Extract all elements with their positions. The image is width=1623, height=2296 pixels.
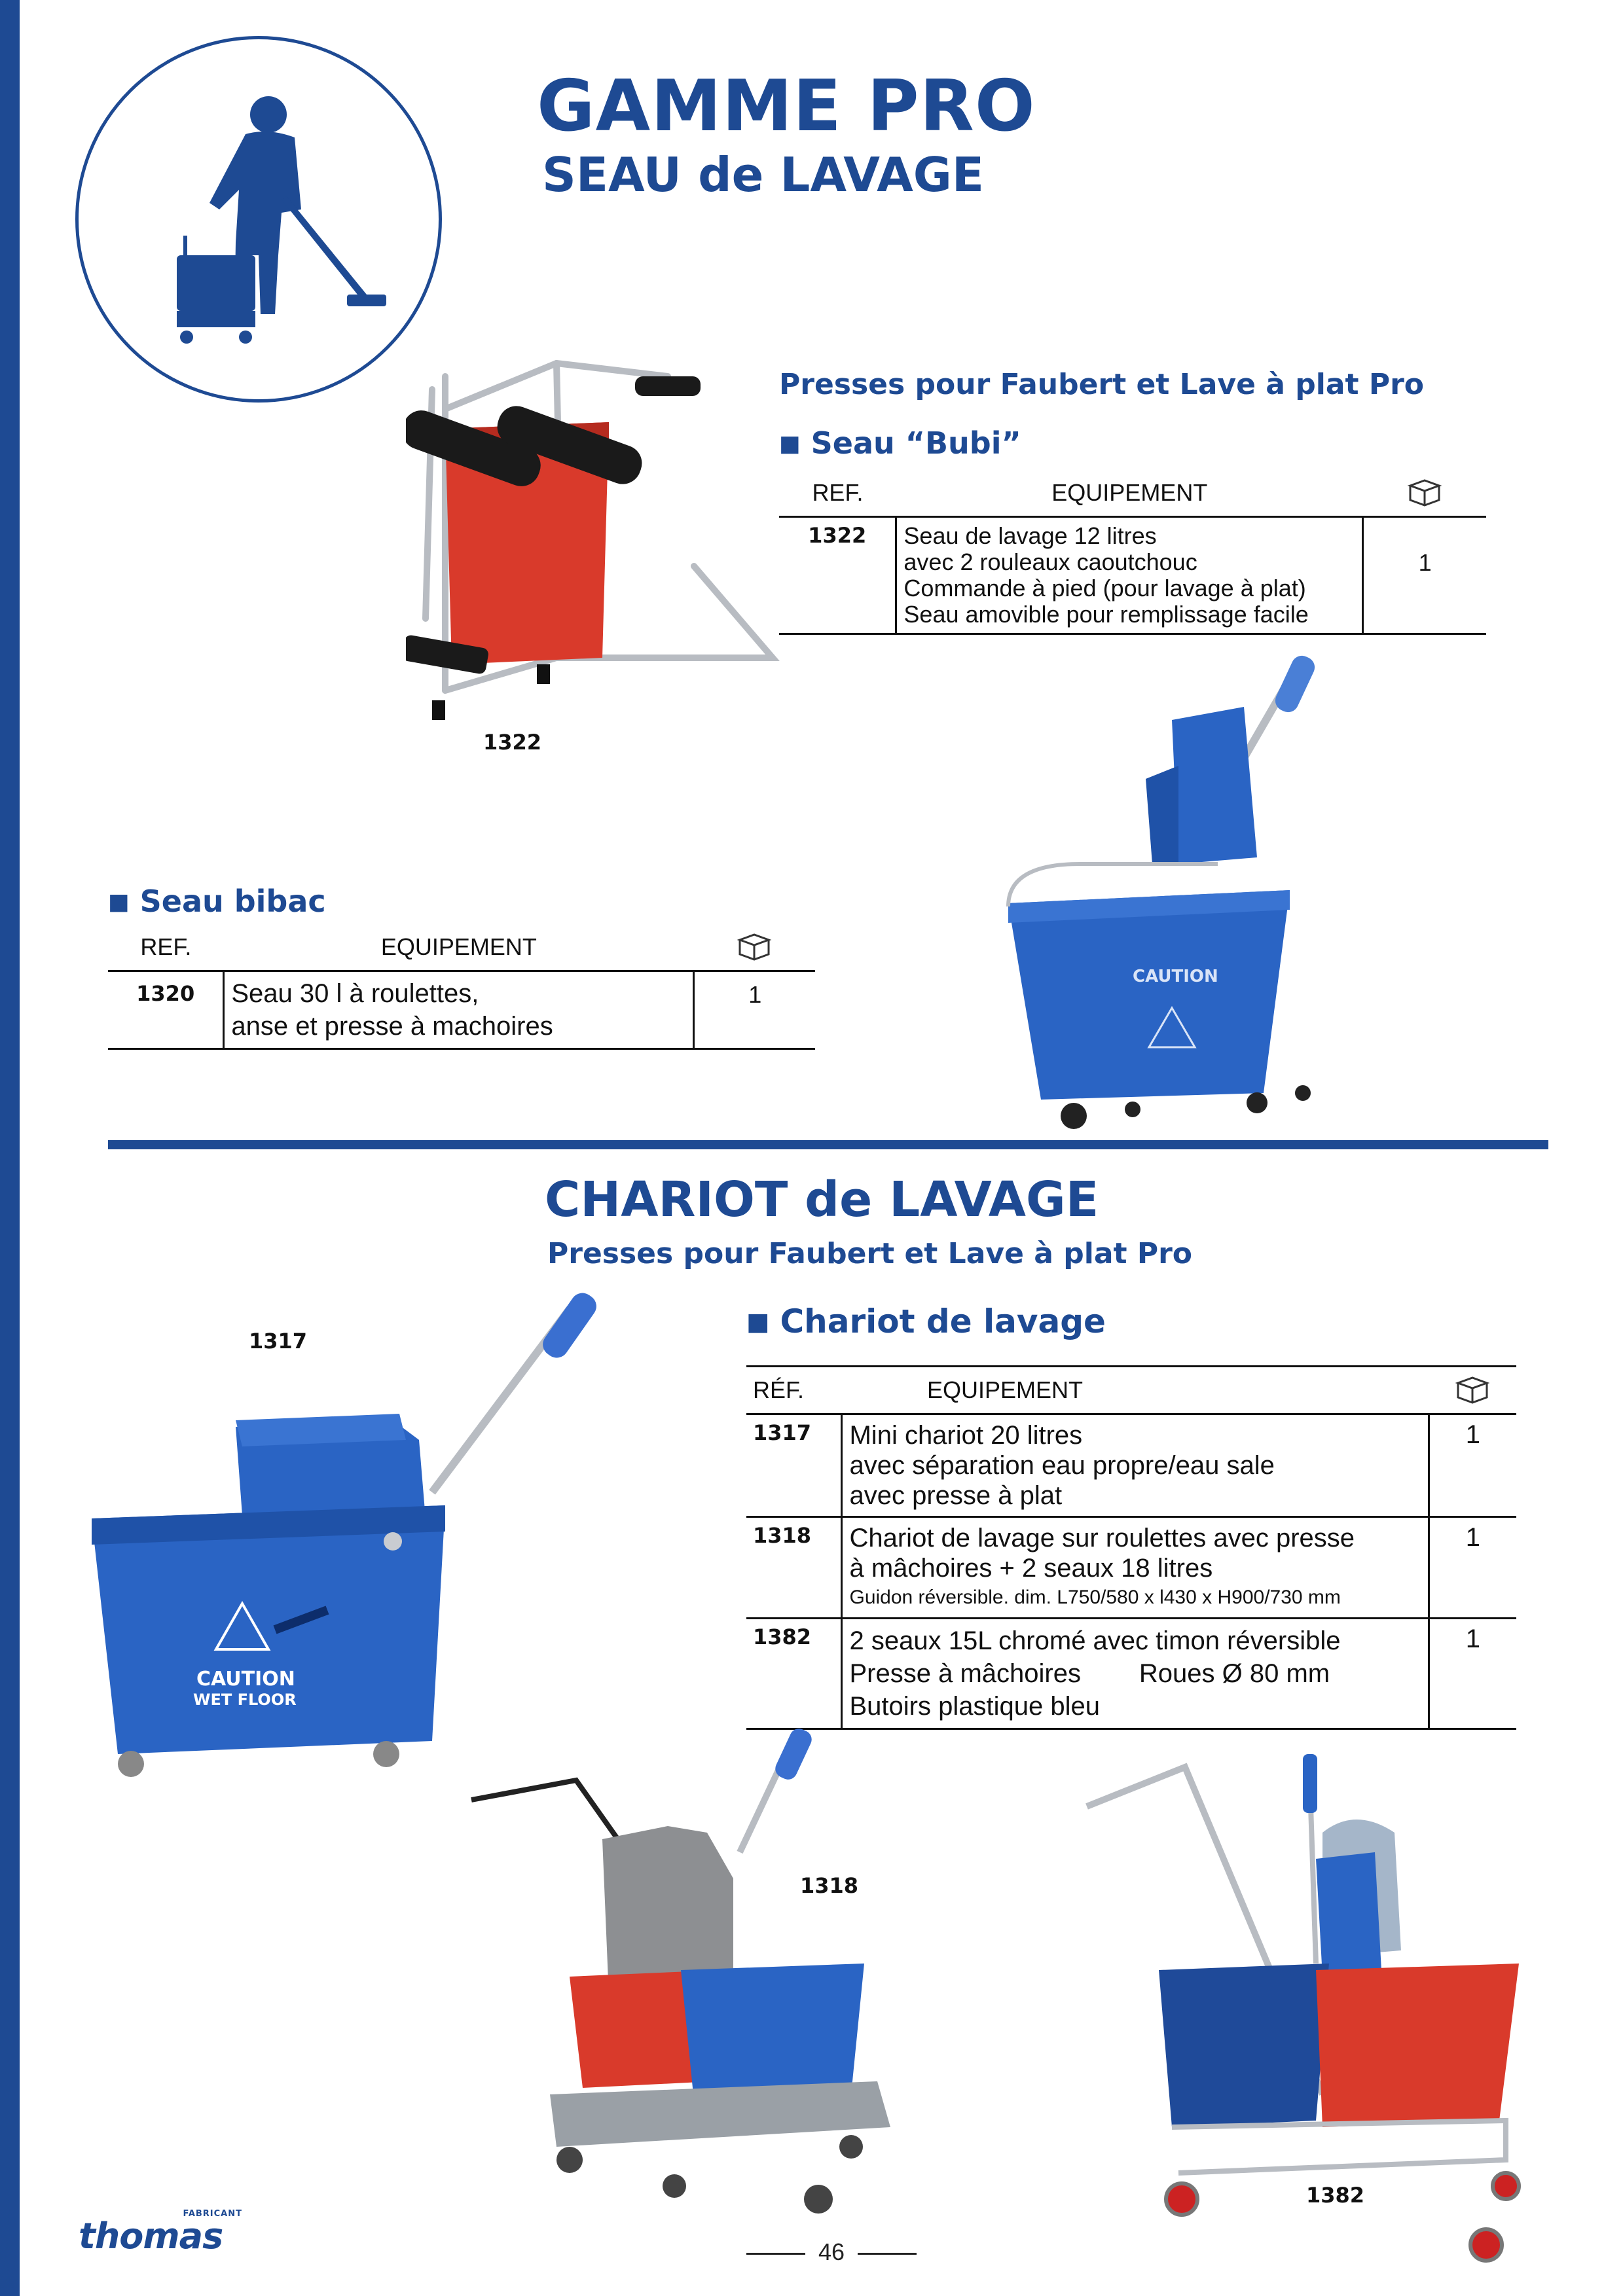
desc-line: Seau 30 l à roulettes, — [231, 979, 479, 1008]
desc-line: Butoirs plastique bleu — [849, 1692, 1100, 1721]
brand-logo — [79, 2209, 242, 2257]
desc-line: 2 seaux 15L chromé avec timon réversible — [849, 1626, 1341, 1655]
desc-line: Presse à mâchoires Roues Ø 80 mm — [849, 1659, 1330, 1688]
ref-cell: 1320 — [108, 971, 224, 1049]
image-caption-1382: 1382 — [1306, 2183, 1365, 2208]
description-cell — [842, 1517, 1429, 1619]
section1-heading: Presses pour Faubert et Lave à plat Pro — [779, 368, 1425, 401]
qty-cell: 1 — [1429, 1414, 1516, 1517]
box-icon — [1453, 1371, 1492, 1404]
section2-subheading: ■ Seau bibac — [108, 884, 326, 919]
chariot-spec-table — [746, 1365, 1516, 1730]
desc-line: anse et presse à machoires — [231, 1012, 553, 1041]
section1-subheading: ■ Seau “Bubi” — [779, 425, 1021, 461]
section3-subheading: ■ Chariot de lavage — [746, 1302, 1106, 1340]
box-icon — [1405, 474, 1444, 507]
chariot-1382-image — [1074, 1754, 1545, 2265]
col-equipement-header: EQUIPEMENT — [842, 1367, 1429, 1414]
table-row — [108, 971, 815, 1049]
qty-cell: 1 — [1429, 1517, 1516, 1619]
desc-line: à mâchoires + 2 seaux 18 litres — [849, 1554, 1213, 1583]
desc-line: avec séparation eau propre/eau sale — [849, 1451, 1275, 1480]
table-row — [746, 1517, 1516, 1619]
section-divider — [108, 1140, 1548, 1149]
description-cell — [896, 517, 1363, 634]
mini-wetfloor-label: WET FLOOR — [193, 1691, 297, 1709]
page-title: GAMME PRO — [537, 65, 1036, 147]
qty-cell: 1 — [1429, 1619, 1516, 1729]
bubi-bucket-image — [406, 350, 786, 743]
col-ref-header: REF. — [779, 470, 896, 517]
section3-title: CHARIOT de LAVAGE — [545, 1172, 1099, 1228]
logo-circle — [75, 36, 442, 403]
box-icon — [735, 928, 774, 961]
page-subtitle: SEAU de LAVAGE — [542, 147, 985, 202]
desc-line: Mini chariot 20 litres — [849, 1421, 1083, 1450]
desc-line: avec presse à plat — [849, 1481, 1063, 1510]
qty-cell: 1 — [694, 971, 815, 1049]
qty-cell: 1 — [1363, 517, 1486, 634]
mini-chariot-image — [79, 1283, 602, 1793]
desc-line: avec 2 rouleaux caoutchouc — [903, 548, 1197, 575]
desc-line: Seau de lavage 12 litres — [903, 522, 1157, 549]
section3-heading: Presses pour Faubert et Lave à plat Pro — [547, 1237, 1193, 1270]
col-equipement-header: EQUIPEMENT — [896, 470, 1363, 517]
col-ref-header: REF. — [108, 924, 224, 971]
ref-cell: 1317 — [746, 1414, 842, 1517]
ref-cell: 1382 — [746, 1619, 842, 1729]
bibac-caution-label: CAUTION — [1133, 967, 1218, 986]
desc-line: Commande à pied (pour lavage à plat) — [903, 575, 1306, 601]
brand-name: thomas — [79, 2215, 223, 2257]
bibac-spec-table — [108, 924, 815, 1050]
brand-tagline: FABRICANT — [183, 2209, 242, 2219]
bibac-bucket-image — [982, 648, 1322, 1132]
col-qty-header — [694, 924, 815, 971]
table-row — [746, 1414, 1516, 1517]
image-caption-1318: 1318 — [800, 1873, 859, 1898]
desc-line-dimensions: Guidon réversible. dim. L750/580 x l430 x H900/730 mm — [849, 1587, 1341, 1608]
col-qty-header — [1429, 1367, 1516, 1414]
table-row — [746, 1619, 1516, 1729]
description-cell — [842, 1414, 1429, 1517]
desc-line: Seau amovible pour remplissage facile — [903, 601, 1309, 628]
description-cell — [842, 1619, 1429, 1729]
side-accent-bar — [0, 0, 20, 2296]
col-equipement-header: EQUIPEMENT — [224, 924, 694, 971]
chariot-1318-image — [458, 1728, 903, 2225]
description-cell — [224, 971, 694, 1049]
image-caption-1322: 1322 — [483, 730, 542, 755]
bubi-spec-table — [779, 470, 1486, 635]
page-number: 46 — [733, 2238, 930, 2266]
ref-cell: 1322 — [779, 517, 896, 634]
desc-line: Chariot de lavage sur roulettes avec presse — [849, 1524, 1355, 1552]
cleaner-silhouette-icon — [79, 39, 439, 399]
col-qty-header — [1363, 470, 1486, 517]
col-ref-header: RÉF. — [746, 1367, 842, 1414]
mini-caution-label: CAUTION — [196, 1668, 295, 1691]
table-row — [779, 517, 1486, 634]
ref-cell: 1318 — [746, 1517, 842, 1619]
image-caption-1317: 1317 — [249, 1329, 308, 1354]
